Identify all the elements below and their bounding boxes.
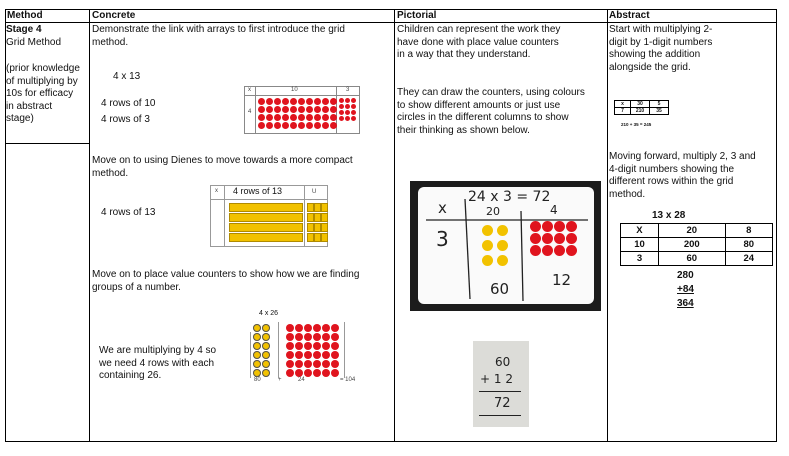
big-grid-cell: 8 [725,224,772,238]
pv-one-counter [331,351,339,359]
array-counter [330,122,337,129]
paper-12: + 1 2 [480,372,513,386]
wb-60: 60 [490,280,510,298]
array-counter [322,106,329,113]
pv-24: 24 [298,377,305,383]
pv-one-counter [286,324,294,332]
wb-equation: 24 x 3 = 72 [468,189,551,205]
array-counter [330,98,337,105]
pv-intro: Move on to place value counters to show how we are finding groups of a number. [92,269,360,293]
pv-one-counter [313,360,321,368]
dienes-one-cube [307,213,314,222]
array-counter [345,104,350,109]
array-counter [266,114,273,121]
small-grid-cell: 7 [615,108,631,115]
pv-one-counter [304,342,312,350]
header-abstract: Abstract [609,10,650,21]
big-grid-cell: X [621,224,659,238]
array-counter [266,106,273,113]
pv-one-counter [331,333,339,341]
method-name: Grid Method [6,36,62,48]
array-counter [274,122,281,129]
sum-line-1: 280 [677,270,694,281]
dienes-u-label: U [312,189,317,195]
wb-red-counter [566,233,577,244]
wb-3: 3 [436,227,449,251]
paper-photo [473,341,529,427]
array-counter [339,104,344,109]
big-grid-cell: 10 [621,238,659,252]
array-counter [345,110,350,115]
array-counter [290,106,297,113]
calc-4x13: 4 x 13 [113,71,141,82]
array-counter [339,116,344,121]
big-grid-cell: 80 [725,238,772,252]
array-counter [290,122,297,129]
array-counter [330,114,337,121]
pv-one-counter [295,324,303,332]
array-counter [322,114,329,121]
paper-72: 72 [494,396,511,411]
dienes-one-cube [307,233,314,242]
array-counter [282,122,289,129]
array-counter [314,106,321,113]
small-grid-cell: 30 [631,101,650,108]
pv-one-counter [313,342,321,350]
pv-one-counter [304,324,312,332]
wb-yellow-counter [497,255,508,266]
pv-ten-counter [253,369,261,377]
array-counter [298,122,305,129]
array-counter [351,104,356,109]
array-counter [274,114,281,121]
pv-counters-figure [240,310,360,390]
header-method: Method [7,10,43,21]
array-counter [290,98,297,105]
pv-eq: = 104 [340,377,356,383]
pv-one-counter [295,333,303,341]
wb-red-counter [542,245,553,256]
abstract-forward-text: Moving forward, multiply 2, 3 and 4-digit numbers showing the different rows within the grid method. [609,151,756,200]
array-counter [322,122,329,129]
array-counter [266,98,273,105]
dienes-header: 4 rows of 13 [233,186,283,196]
wb-yellow-counter [482,255,493,266]
dienes-one-cube [321,203,328,212]
array-counter [351,116,356,121]
pv-one-counter [331,369,339,377]
small-grid-cell: 5 [650,101,669,108]
pv-one-counter [286,333,294,341]
array-counter [298,106,305,113]
wb-red-counter [566,221,577,232]
dienes-one-cube [314,213,321,222]
array-counter [258,106,265,113]
pv-ten-counter [253,324,261,332]
wb-red-counter [542,221,553,232]
method-note-line: stage) [6,113,34,124]
array-counter [266,122,273,129]
pv-title: 4 x 26 [259,310,279,317]
pv-one-counter [295,351,303,359]
method-note-line: of multiplying by [6,75,78,87]
pv-80: 80 [254,377,261,383]
array-counter [274,98,281,105]
array-counter [274,106,281,113]
rows-of-3-label: 4 rows of 3 [101,114,150,125]
pv-one-counter [295,360,303,368]
pv-ten-counter [253,333,261,341]
array-counter [306,98,313,105]
dienes-ten-rod [229,223,303,232]
wb-red-counter [554,233,565,244]
pictorial-draw-text: They can draw the counters, using colours to show different amounts or just use circles in the different columns to show their thinking as shown below. [397,87,585,136]
dienes-ten-rod [229,233,303,242]
header-pictorial: Pictorial [397,10,437,21]
big-grid [620,223,773,266]
array-four-label: 4 [248,109,252,115]
rows-of-10-label: 4 rows of 10 [101,98,156,109]
wb-20: 20 [486,205,500,218]
wb-red-counter [530,245,541,256]
paper-60: 60 [495,355,511,369]
array-counter [330,106,337,113]
pv-one-counter [304,360,312,368]
col-border-4 [776,9,777,442]
sum-line-2: +84 [677,284,694,295]
array-grid [244,86,360,134]
dienes-one-cube [321,233,328,242]
array-counter [351,110,356,115]
pv-one-counter [322,369,330,377]
method-divider [5,143,89,144]
wb-x: x [438,199,447,217]
col-border-1 [89,9,90,442]
pv-text: We are multiplying by 4 so we need 4 rows with each containing 26. [99,345,217,381]
array-counter [314,122,321,129]
dienes-one-cube [307,223,314,232]
wb-yellow-counter [497,225,508,236]
pv-one-counter [286,351,294,359]
pv-ten-counter [253,351,261,359]
dienes-intro: Move on to using Dienes to move towards a more compact method. [92,155,353,179]
wb-yellow-counter [497,240,508,251]
dienes-label: 4 rows of 13 [101,207,156,218]
array-counter [345,116,350,121]
pv-one-counter [304,333,312,341]
array-counter [258,114,265,121]
whiteboard-photo [410,181,601,311]
pv-one-counter [322,360,330,368]
array-counter [306,106,313,113]
pv-one-counter [286,369,294,377]
pv-ten-counter [262,333,270,341]
pv-one-counter [313,351,321,359]
wb-red-counter [530,221,541,232]
array-counter [282,114,289,121]
abstract-intro: Start with multiplying 2- digit by 1-digit numbers showing the addition alongside the grid. [609,24,713,73]
wb-red-counter [566,245,577,256]
wb-red-counter [554,245,565,256]
array-counter [298,114,305,121]
dienes-one-cube [307,203,314,212]
array-counter [339,98,344,103]
pv-ten-counter [262,342,270,350]
array-counter [345,98,350,103]
big-grid-cell: 20 [658,224,725,238]
array-counter [351,98,356,103]
pv-ten-counter [262,324,270,332]
small-grid-cell: x [615,101,631,108]
array-counter [314,114,321,121]
small-grid-cell: 35 [650,108,669,115]
pv-one-counter [322,333,330,341]
array-three-label: 3 [346,87,350,93]
array-ten-label: 10 [291,87,298,93]
array-counter [306,114,313,121]
small-sum: 210 + 35 = 245 [621,122,652,127]
method-note-line: in abstract [6,100,53,112]
dienes-ten-rod [229,213,303,222]
pv-one-counter [331,360,339,368]
pv-one-counter [313,369,321,377]
array-counter [339,110,344,115]
dienes-one-cube [314,223,321,232]
stage-label: Stage 4 [6,24,42,35]
big-grid-cell: 60 [658,252,725,266]
method-cell [6,24,88,126]
wb-4: 4 [550,203,558,217]
dienes-one-cube [314,233,321,242]
pv-ten-counter [253,342,261,350]
pv-one-counter [331,324,339,332]
array-counter [322,98,329,105]
pictorial-intro: Children can represent the work they have done with place value counters in a way that they understand. [397,24,561,60]
array-counter [258,122,265,129]
big-grid-cell: 3 [621,252,659,266]
method-note-line: 10s for efficacy [6,88,74,99]
array-counter [306,122,313,129]
array-x-label: x [248,87,251,93]
pv-ten-counter [253,360,261,368]
concrete-intro: Demonstrate the link with arrays to first introduce the grid method. [92,24,345,48]
pv-one-counter [286,342,294,350]
pv-plus: + [278,377,282,383]
col-border-3 [607,9,608,442]
dienes-one-cube [321,223,328,232]
pv-one-counter [304,369,312,377]
pv-one-counter [322,342,330,350]
pv-one-counter [286,360,294,368]
pv-one-counter [331,342,339,350]
pv-ten-counter [262,360,270,368]
big-grid-cell: 24 [725,252,772,266]
array-counter [314,98,321,105]
pv-one-counter [322,324,330,332]
header-concrete: Concrete [92,10,136,21]
pv-one-counter [313,324,321,332]
method-note-line: (prior knowledge [6,63,80,74]
dienes-x-label: x [215,188,218,194]
dienes-ten-rod [229,203,303,212]
dienes-grid [210,185,328,247]
array-counter [298,98,305,105]
pv-one-counter [295,369,303,377]
table-bottom-border [5,441,776,442]
wb-yellow-counter [482,225,493,236]
dienes-one-cube [314,203,321,212]
pv-one-counter [295,342,303,350]
pv-one-counter [322,351,330,359]
col-border-2 [394,9,395,442]
wb-red-counter [530,233,541,244]
big-grid-title: 13 x 28 [652,210,686,221]
array-counter [282,106,289,113]
wb-12: 12 [552,271,572,289]
big-grid-cell: 200 [658,238,725,252]
array-counter [258,98,265,105]
small-grid-cell: 210 [631,108,650,115]
wb-red-counter [554,221,565,232]
wb-red-counter [542,233,553,244]
array-counter [282,98,289,105]
dienes-one-cube [321,213,328,222]
pv-one-counter [313,333,321,341]
wb-yellow-counter [482,240,493,251]
pv-ten-counter [262,351,270,359]
pv-ten-counter [262,369,270,377]
pv-one-counter [304,351,312,359]
array-counter [290,114,297,121]
sum-line-3: 364 [677,298,694,309]
small-grid [614,100,669,115]
